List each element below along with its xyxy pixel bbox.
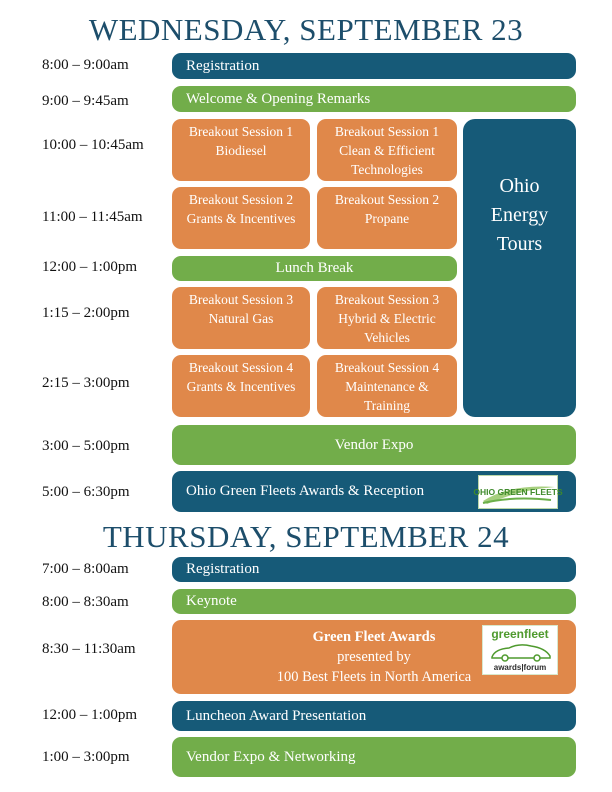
breakout-topic: Training (363, 398, 410, 413)
keynote-bar: Keynote (172, 589, 576, 614)
time-label: 10:00 – 10:45am (42, 137, 144, 153)
vendor-networking-bar: Vendor Expo & Networking (172, 737, 576, 777)
time-label: 3:00 – 5:00pm (42, 438, 130, 454)
breakout-topic: Propane (364, 211, 410, 226)
breakout-box (172, 119, 310, 181)
registration-bar: Registration (172, 557, 576, 582)
time-label: 2:15 – 3:00pm (42, 375, 130, 391)
time-label: 5:00 – 6:30pm (42, 484, 130, 500)
breakout-box (172, 287, 310, 349)
breakout-topic: Clean & Efficient (339, 143, 435, 158)
breakout-title: Breakout Session 2 (334, 192, 440, 207)
lunch-bar: Lunch Break (172, 256, 457, 281)
tours-line: Ohio (499, 175, 540, 197)
breakout-title: Breakout Session 1 (188, 124, 294, 139)
time-label: 12:00 – 1:00pm (42, 259, 138, 275)
breakout-title: Breakout Session 3 (334, 292, 440, 307)
ohio-energy-tours-box (463, 119, 576, 417)
breakout-topic: Technologies (351, 162, 423, 177)
vendor-expo-bar: Vendor Expo (172, 425, 576, 465)
ohio-green-fleets-logo (473, 475, 563, 509)
breakout-box (317, 119, 457, 181)
breakout-topic: Grants & Incentives (186, 211, 296, 226)
time-label: 8:00 – 9:00am (42, 57, 129, 73)
welcome-bar: Welcome & Opening Remarks (172, 86, 576, 112)
breakout-box (172, 187, 310, 249)
breakout-title: Breakout Session 1 (334, 124, 440, 139)
breakout-topic: Vehicles (364, 330, 410, 345)
green-fleet-awards-line: 100 Best Fleets in North America (276, 669, 472, 685)
breakout-title: Breakout Session 4 (334, 360, 440, 375)
green-fleet-awards-logo (482, 625, 558, 675)
registration-bar: Registration (172, 53, 576, 79)
green-fleet-awards-title: Green Fleet Awards (312, 629, 436, 645)
awards-reception-label: Ohio Green Fleets Awards & Reception (186, 483, 425, 499)
breakout-box (172, 355, 310, 417)
breakout-box (317, 355, 457, 417)
time-label: 7:00 – 8:00am (42, 561, 129, 577)
wednesday-title: WEDNESDAY, SEPTEMBER 23 (88, 12, 524, 47)
time-label: 11:00 – 11:45am (42, 209, 143, 225)
luncheon-bar: Luncheon Award Presentation (172, 701, 576, 731)
breakout-title: Breakout Session 3 (188, 292, 294, 307)
breakout-topic: Natural Gas (208, 311, 274, 326)
logo-text: awards|forum (493, 663, 547, 672)
car-icon (489, 642, 553, 662)
breakout-box (317, 287, 457, 349)
breakout-title: Breakout Session 4 (188, 360, 294, 375)
green-fleet-awards-line: presented by (337, 649, 411, 665)
thursday-title: THURSDAY, SEPTEMBER 24 (102, 519, 510, 554)
breakout-topic: Hybrid & Electric (338, 311, 436, 326)
breakout-box (317, 187, 457, 249)
time-label: 1:00 – 3:00pm (42, 749, 130, 765)
time-label: 8:30 – 11:30am (42, 641, 136, 657)
time-label: 8:00 – 8:30am (42, 594, 129, 610)
tours-line: Tours (496, 233, 543, 255)
time-label: 1:15 – 2:00pm (42, 305, 130, 321)
logo-text: greenfleet (491, 627, 549, 641)
logo-text: OHIO GREEN FLEETS (473, 487, 563, 497)
breakout-title: Breakout Session 2 (188, 192, 294, 207)
time-label: 9:00 – 9:45am (42, 93, 129, 109)
breakout-topic: Maintenance & (345, 379, 429, 394)
tours-line: Energy (490, 204, 549, 226)
time-label: 12:00 – 1:00pm (42, 707, 138, 723)
breakout-topic: Grants & Incentives (186, 379, 296, 394)
breakout-topic: Biodiesel (215, 143, 267, 158)
